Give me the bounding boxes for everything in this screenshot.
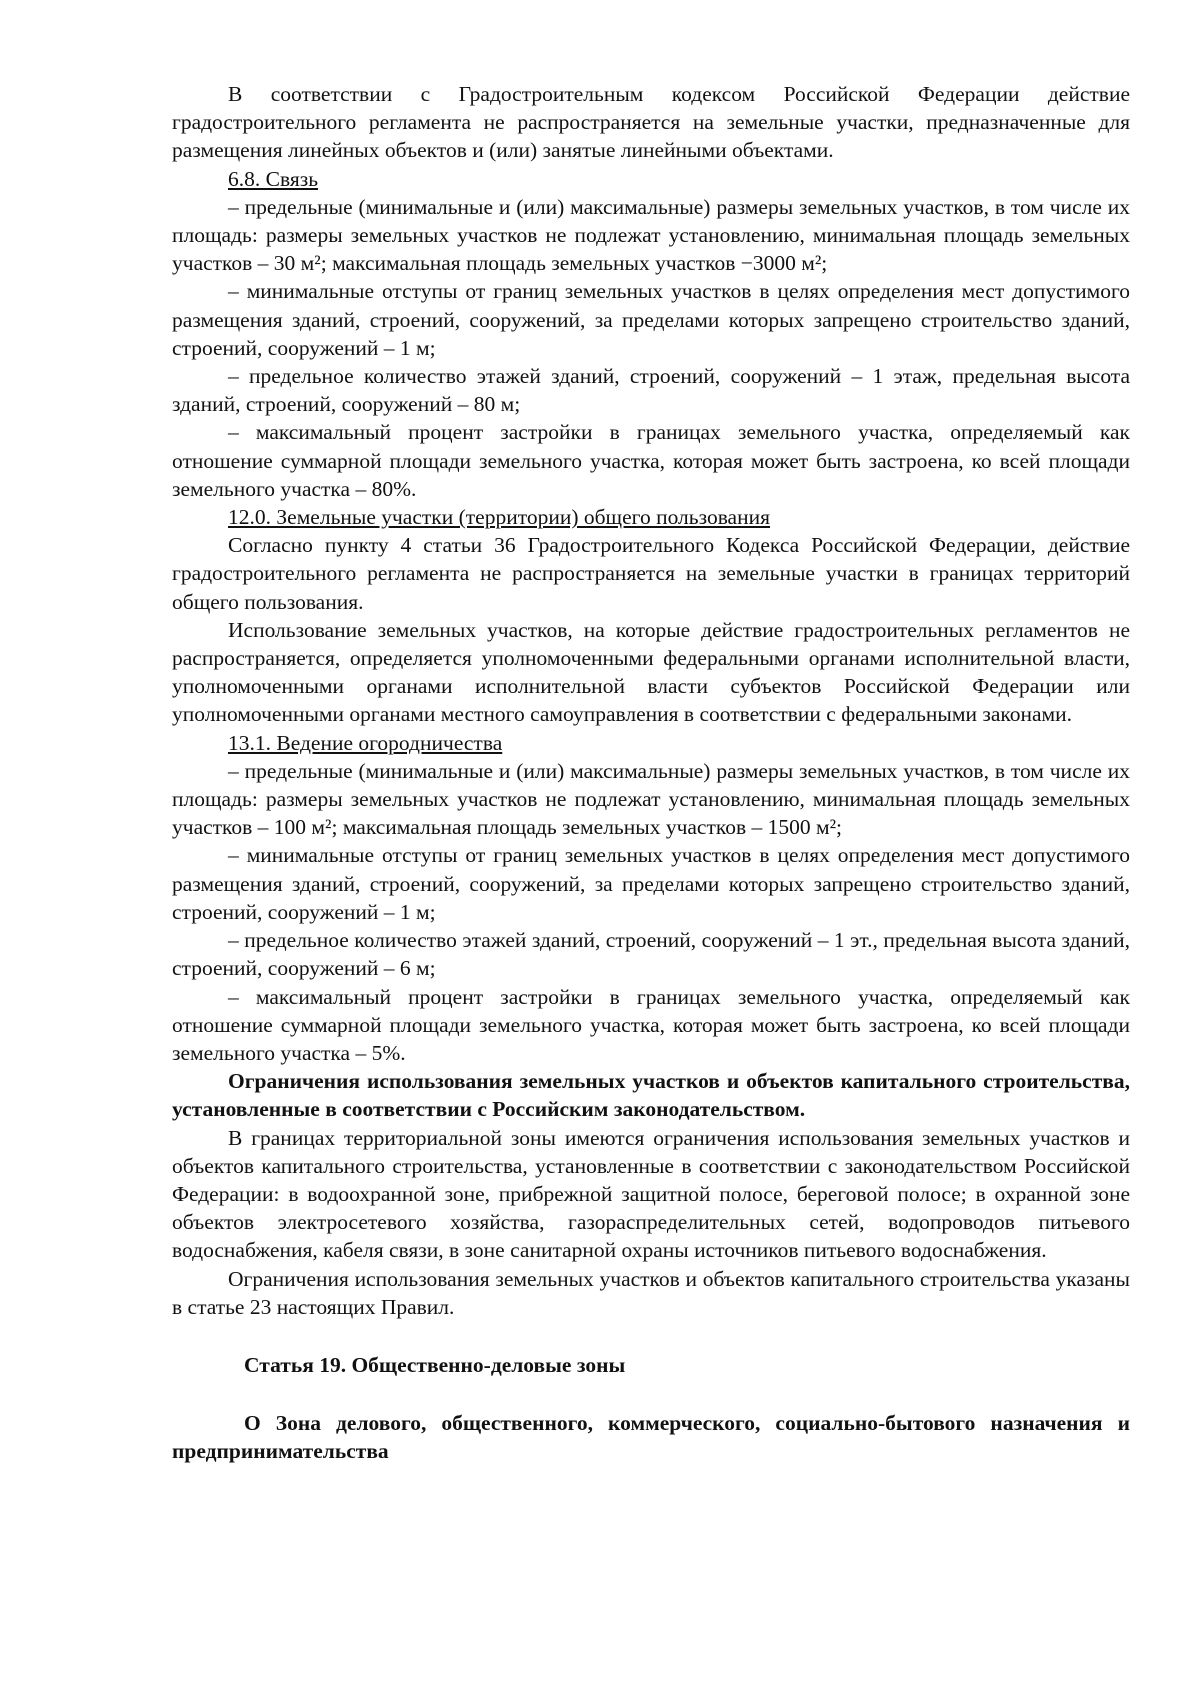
section-heading-12-0: 12.0. Земельные участки (территории) общего пользования [228,505,771,530]
list-item: – минимальные отступы от границ земельных участков в целях определения мест допустимого размещения зданий, строений, сооружений, за пределами которых запрещено строительство зданий, строений, сооружений – 1 м; [172,843,1130,924]
list-item: – предельное количество этажей зданий, строений, сооружений – 1 эт., предельная высота зданий, строений, сооружений – 6 м; [172,928,1130,981]
list-item: – предельные (минимальные и (или) максимальные) размеры земельных участков, в том числе их площадь: размеры земельных участков не подлежат установлению, минимальная площадь земельных участков – 30 м²; максимальная площадь земельных участков −3000 м²; [172,194,1130,276]
article-19-title: Статья 19. Общественно-деловые зоны [244,1352,626,1377]
list-item: – предельное количество этажей зданий, строений, сооружений – 1 этаж, предельная высота зданий, строений, сооружений – 80 м; [172,364,1130,417]
paragraph: Использование земельных участков, на которые действие градостроительных регламентов не распространяется, определяется уполномоченными федеральными органами исполнительной власти, уполномоченными органами исполнительной власти субъектов Российской Федерации или уполномоченными органами местного самоуправления в соответствии с федеральными законами. [172,617,1130,727]
list-item: – минимальные отступы от границ земельных участков в целях определения мест допустимого размещения зданий, строений, сооружений, за пределами которых запрещено строительство зданий, строений, сооружений – 1 м; [172,279,1130,360]
intro-paragraph: В соответствии с Градостроительным кодексом Российской Федерации действие градостроительного регламента не распространяется на земельные участки, предназначенные для размещения линейных объектов и (или) занятые линейными объектами. [172,82,1130,163]
list-item: – максимальный процент застройки в границах земельного участка, определяемый как отношение суммарной площади земельного участка, которая может быть застроена, ко всей площади земельного участка – 80%. [172,420,1130,501]
restrictions-heading: Ограничения использования земельных участков и объектов капитального строительства, установленные в соответствии с Российским законодательством. [172,1069,1130,1122]
zone-o-title: О Зона делового, общественного, коммерческого, социально-бытового назначения и предпринимательства [172,1411,1130,1464]
section-heading-13-1: 13.1. Ведение огородничества [228,730,503,755]
section-heading-6-8: 6.8. Связь [228,166,319,191]
paragraph: Ограничения использования земельных участков и объектов капитального строительства указаны в статье 23 настоящих Правил. [172,1266,1130,1319]
list-item: – максимальный процент застройки в границах земельного участка, определяемый как отношение суммарной площади земельного участка, которая может быть застроена, ко всей площади земельного участка – 5%. [172,984,1130,1065]
list-item: – предельные (минимальные и (или) максимальные) размеры земельных участков, в том числе их площадь: размеры земельных участков не подлежат установлению, минимальная площадь земельных участков – 100 м²; максимальная площадь земельных участков – 1500 м²; [172,758,1130,840]
paragraph: Согласно пункту 4 статьи 36 Градостроительного Кодекса Российской Федерации, действие градостроительного регламента не распространяется на земельные участки в границах территорий общего пользования. [172,533,1130,614]
paragraph: В границах территориальной зоны имеются ограничения использования земельных участков и объектов капитального строительства, установленные в соответствии с законодательством Российской Федерации: в водоохранной зоне, прибрежной защитной полосе, береговой полосе; в охранной зоне объектов электросетевого хозяйства, газораспределительных сетей, водопроводов питьевого водоснабжения, кабеля связи, в зоне санитарной охраны источников питьевого водоснабжения. [172,1125,1130,1263]
